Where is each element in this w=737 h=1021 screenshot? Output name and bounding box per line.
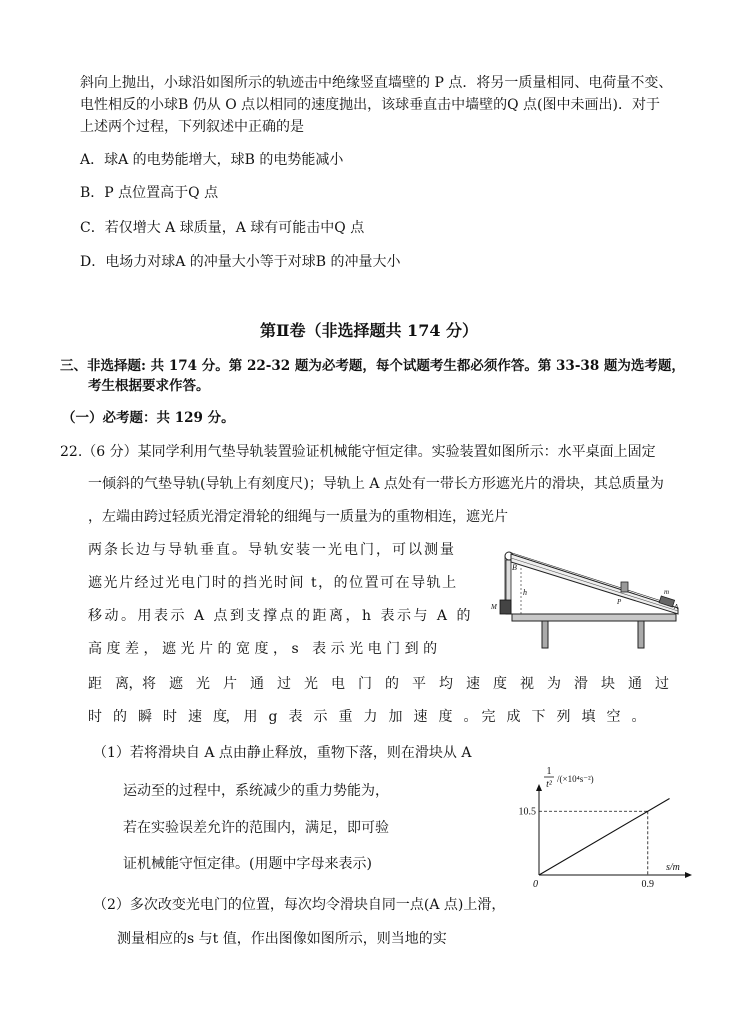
- q21-line-2: 电性相反的小球B 仍从 O 点以相同的速度抛出，该球垂直击中墙壁的Q 点(图中未画出)．对于: [80, 97, 660, 113]
- q21-option-d: D．电场力对球A 的冲量大小等于对球B 的冲量大小: [80, 254, 401, 270]
- y-tick-label: 10.5: [518, 806, 536, 818]
- x-axis-arrow: [685, 872, 692, 878]
- q22-sub1-line-2: 运动至的过程中，系统减少的重力势能为，: [123, 783, 389, 799]
- q22-line-5: 遮光片经过光电门时的挡光时间 t，的位置可在导轨上: [88, 575, 458, 591]
- q22-sub1-line-4: 证机械能守恒定律。(用题中字母来表示): [123, 856, 372, 872]
- table-leg-left: [542, 621, 548, 648]
- q22-line-4: 两条长边与导轨垂直。导轨安装一光电门，可以测量: [88, 542, 456, 558]
- q21-option-c: C．若仅增大 A 球质量，A 球有可能击中Q 点: [80, 220, 365, 236]
- y-axis-label-unit: /(×10⁴s⁻²): [557, 774, 594, 784]
- origin-label: 0: [533, 879, 538, 890]
- y-axis-label-numerator: 1: [546, 766, 552, 777]
- table-leg-right: [638, 621, 644, 648]
- x-tick-label: 0.9: [641, 879, 655, 890]
- q22-line-7: 高度差，遮光片的宽度，s 表示光电门到的: [88, 641, 442, 657]
- label-A: A: [674, 603, 679, 611]
- label-B: B: [512, 563, 517, 572]
- data-line: [539, 799, 670, 876]
- section-heading-line-2: 考生根据要求作答。: [88, 378, 210, 394]
- section-heading-line-1: 三、非选择题: 共 174 分。第 22-32 题为必考题，每个试题考生都必须作答。第 33-38 题为选考题，: [60, 358, 685, 374]
- y-axis-label-denominator: t²: [546, 779, 552, 790]
- q22-sub1-line-3: 若在实验误差允许的范围内，满足，即可验: [123, 820, 389, 836]
- section-title: 第Ⅱ卷（非选择题共 174 分）: [260, 321, 479, 340]
- photogate: [621, 582, 628, 592]
- q22-line-3: ，左端由跨过轻质光滑定滑轮的细绳与一质量为的重物相连，遮光片: [88, 509, 508, 525]
- q21-option-a: A．球A 的电势能增大，球B 的电势能减小: [80, 152, 344, 168]
- q22-sub2-line-2: 测量相应的s 与t 值，作出图像如图所示，则当地的实: [117, 931, 447, 947]
- air-track-apparatus: [488, 540, 688, 652]
- label-h: h: [523, 588, 527, 597]
- air-track: [511, 554, 678, 614]
- q22-line-6: 移动。用表示 A 点到支撑点的距离，h 表示与 A 的: [88, 608, 473, 624]
- q22-line-8: 距 离，将 遮 光 片 通 过 光 电 门 的 平 均 速 度 视 为 滑 块 通 过: [88, 676, 669, 692]
- y-axis-arrow: [536, 784, 542, 791]
- required-heading: （一）必考题：共 129 分。: [62, 410, 235, 426]
- q22-line-9: 时 的 瞬 时 速 度， 用 g 表 示 重 力 加 速 度 。 完 成 下 列 填 空 。: [88, 709, 644, 725]
- inverse-t-squared-vs-s-chart: [500, 760, 700, 895]
- q22-line-1: 22.（6 分）某同学利用气垫导轨装置验证机械能守恒定律。实验装置如图所示：水平桌面上固定: [60, 444, 656, 460]
- q21-line-3: 上述两个过程，下列叙述中正确的是: [80, 119, 304, 135]
- q22-sub1-line-1: （1）若将滑块自 A 点由静止释放，重物下落，则在滑块从 A: [93, 745, 472, 761]
- q21-option-b: B．P 点位置高于Q 点: [80, 185, 219, 201]
- hanging-weight: [500, 600, 511, 614]
- label-P: P: [617, 598, 622, 606]
- label-M: M: [491, 603, 497, 611]
- table-top: [512, 614, 676, 621]
- q22-line-2: 一倾斜的气垫导轨(导轨上有刻度尺)；导轨上 A 点处有一带长方形遮光片的滑块，其总质量为: [88, 476, 664, 492]
- string-along-track: [509, 552, 668, 603]
- x-axis-label: s/m: [666, 862, 680, 873]
- q22-sub2-line-1: （2）多次改变光电门的位置，每次均令滑块自同一点(A 点)上滑，: [93, 897, 506, 913]
- label-m: m: [664, 588, 670, 596]
- q21-line-1: 斜向上抛出，小球沿如图所示的轨迹击中绝缘竖直墙壁的 P 点．将另一质量相同、电荷量不变、: [80, 75, 673, 91]
